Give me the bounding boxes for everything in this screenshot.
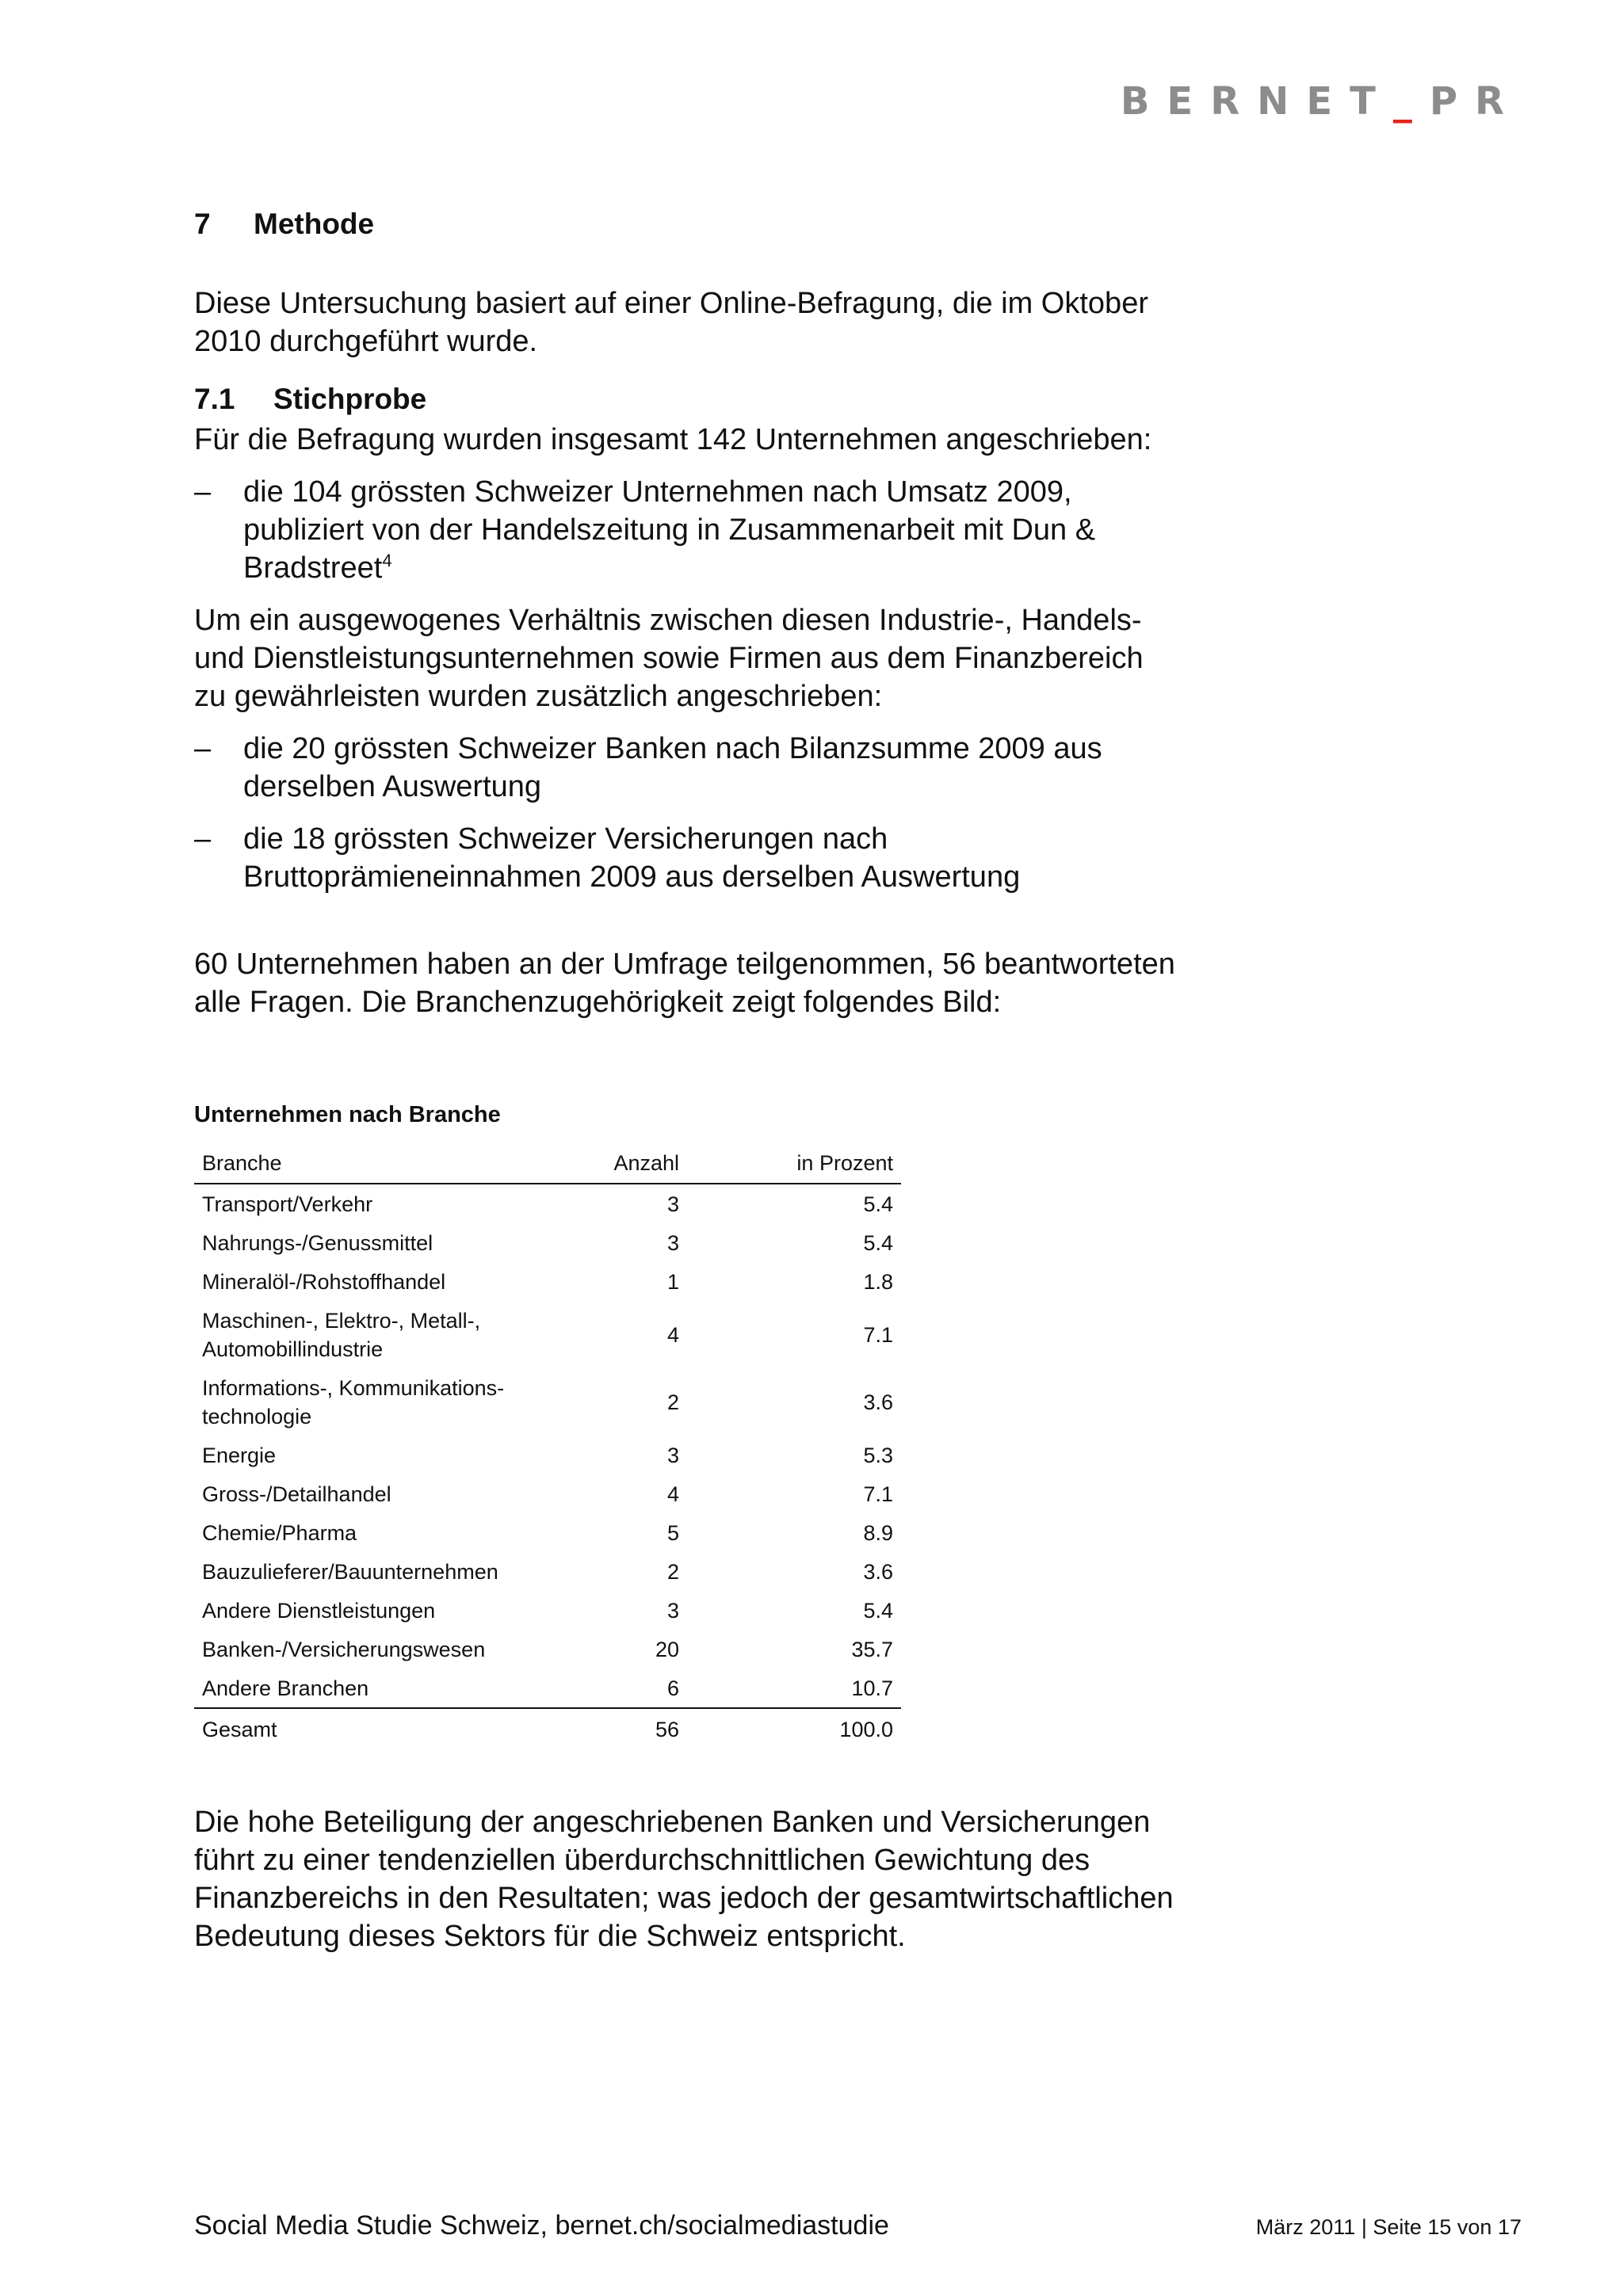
cell-total-prozent: 100.0 [687, 1708, 901, 1749]
cell-branche: Transport/Verkehr [202, 1192, 373, 1216]
cell-anzahl: 1 [666, 1269, 679, 1294]
subsection-heading [194, 383, 1177, 416]
industry-table [194, 1143, 901, 1749]
cell-anzahl: 5 [666, 1520, 679, 1545]
cell-total-anzahl: 56 [568, 1708, 687, 1749]
cell-prozent: 3.6 [863, 1390, 893, 1414]
table-row [194, 1630, 901, 1669]
cell-anzahl: 3 [666, 1192, 679, 1216]
bullet-dash: – [194, 475, 212, 509]
bullet-dash: – [194, 822, 212, 856]
sample-lead-paragraph: Für die Befragung wurden insgesamt 142 Unternehmen angeschrieben: [194, 423, 1152, 456]
footer-study-title: Social Media Studie Schweiz, bernet.ch/socialmediastudie [194, 2210, 889, 2241]
cell-anzahl: 4 [666, 1482, 679, 1506]
table-row [194, 1591, 901, 1630]
cell-anzahl: 20 [655, 1637, 679, 1661]
cell-anzahl: 3 [666, 1443, 679, 1467]
subsection-number: 7.1 [194, 383, 235, 415]
bullet-dash: – [194, 732, 212, 765]
footer-page-info: März 2011 | Seite 15 von 17 [1255, 2215, 1522, 2239]
cell-branche-line2: Automobillindustrie [202, 1337, 384, 1361]
cell-branche [194, 1301, 568, 1368]
bullet-text: die 104 grössten Schweizer Unternehmen nach Umsatz 2009, publiziert von der Handelszeitung in Zusammenarbeit mit Dun & Bradstreet [243, 475, 1096, 585]
cell-prozent: 5.4 [863, 1598, 893, 1623]
cell-branche: Energie [202, 1443, 277, 1467]
table-row [194, 1184, 901, 1223]
cell-branche: Andere Branchen [202, 1676, 369, 1700]
logo-separator: _ [1392, 79, 1430, 124]
balance-paragraph: Um ein ausgewogenes Verhältnis zwischen diesen Industrie-, Handels- und Dienstleistungsunternehmen sowie Firmen aus dem Finanzbereich zu gewährleisten wurden zusätzlich angeschrieben: [194, 604, 1144, 713]
bullet-item-largest-companies [194, 473, 1177, 587]
industry-table-block [194, 1096, 1177, 1749]
cell-branche: Banken-/Versicherungswesen [202, 1637, 486, 1661]
cell-branche: Andere Dienstleistungen [202, 1598, 436, 1623]
bullet-text: die 20 grössten Schweizer Banken nach Bilanzsumme 2009 aus derselben Auswertung [243, 732, 1102, 803]
logo-part2: PR [1429, 79, 1522, 124]
cell-prozent: 5.4 [863, 1192, 893, 1216]
header-anzahl: Anzahl [568, 1143, 687, 1184]
cell-anzahl: 3 [666, 1598, 679, 1623]
cell-total-label: Gesamt [194, 1708, 568, 1749]
bullet-item-banks [194, 730, 1177, 806]
table-row [194, 1513, 901, 1552]
table-row [194, 1262, 901, 1301]
conclusion-paragraph: Die hohe Beteiligung der angeschriebenen Banken und Versicherungen führt zu einer tendenziellen überdurchschnittlichen Gewichtung des Finanzbereichs in den Resultaten; was jedoch der gesamtwirtschaftlichen Bedeutung dieses Sektors für die Schweiz entspricht. [194, 1806, 1174, 1953]
table-header-row [194, 1143, 901, 1184]
cell-branche: Mineralöl-/Rohstoffhandel [202, 1269, 446, 1294]
section-title: Methode [254, 208, 375, 240]
cell-branche: Gross-/Detailhandel [202, 1482, 391, 1506]
cell-anzahl: 4 [666, 1322, 679, 1347]
bullet-item-insurances [194, 820, 1177, 896]
cell-prozent: 5.3 [863, 1443, 893, 1467]
cell-prozent: 35.7 [851, 1637, 893, 1661]
section-number: 7 [194, 208, 211, 240]
table-title: Unternehmen nach Branche [194, 1102, 501, 1127]
table-total-row [194, 1708, 901, 1749]
cell-anzahl: 3 [666, 1230, 679, 1255]
cell-prozent: 5.4 [863, 1230, 893, 1255]
cell-prozent: 10.7 [851, 1676, 893, 1700]
cell-prozent: 1.8 [863, 1269, 893, 1294]
cell-prozent: 8.9 [863, 1520, 893, 1545]
cell-anzahl: 2 [666, 1390, 679, 1414]
cell-anzahl: 2 [666, 1559, 679, 1584]
table-row [194, 1552, 901, 1591]
cell-branche: Nahrungs-/Genussmittel [202, 1230, 433, 1255]
cell-branche: Bauzulieferer/Bauunternehmen [202, 1559, 498, 1584]
table-row [194, 1301, 901, 1368]
cell-branche-line1: Informations-, Kommunikations- [202, 1375, 505, 1400]
section-heading [194, 208, 1177, 241]
header-prozent: in Prozent [687, 1143, 901, 1184]
cell-branche: Chemie/Pharma [202, 1520, 357, 1545]
intro-paragraph: Diese Untersuchung basiert auf einer Online-Befragung, die im Oktober 2010 durchgeführt wurde. [194, 287, 1148, 358]
cell-prozent: 7.1 [863, 1322, 893, 1347]
bullet-text: die 18 grössten Schweizer Versicherungen nach Bruttoprämieneinnahmen 2009 aus derselben Auswertung [243, 822, 1021, 894]
cell-branche-line2: technologie [202, 1404, 312, 1428]
cell-branche [194, 1368, 568, 1436]
table-row [194, 1669, 901, 1708]
participation-paragraph: 60 Unternehmen haben an der Umfrage teilgenommen, 56 beantworteten alle Fragen. Die Branchenzugehörigkeit zeigt folgendes Bild: [194, 948, 1175, 1019]
table-row [194, 1368, 901, 1436]
table-row [194, 1436, 901, 1474]
subsection-title: Stichprobe [273, 383, 427, 415]
cell-anzahl: 6 [666, 1676, 679, 1700]
cell-branche-line1: Maschinen-, Elektro-, Metall-, [202, 1308, 481, 1333]
footnote-marker: 4 [382, 551, 392, 570]
cell-prozent: 7.1 [863, 1482, 893, 1506]
cell-prozent: 3.6 [863, 1559, 893, 1584]
header-branche: Branche [194, 1143, 568, 1184]
bernet-pr-logo [1121, 79, 1522, 124]
table-row [194, 1474, 901, 1513]
page-content [194, 208, 1177, 1955]
logo-part1: BERNET [1120, 79, 1393, 124]
table-row [194, 1223, 901, 1262]
